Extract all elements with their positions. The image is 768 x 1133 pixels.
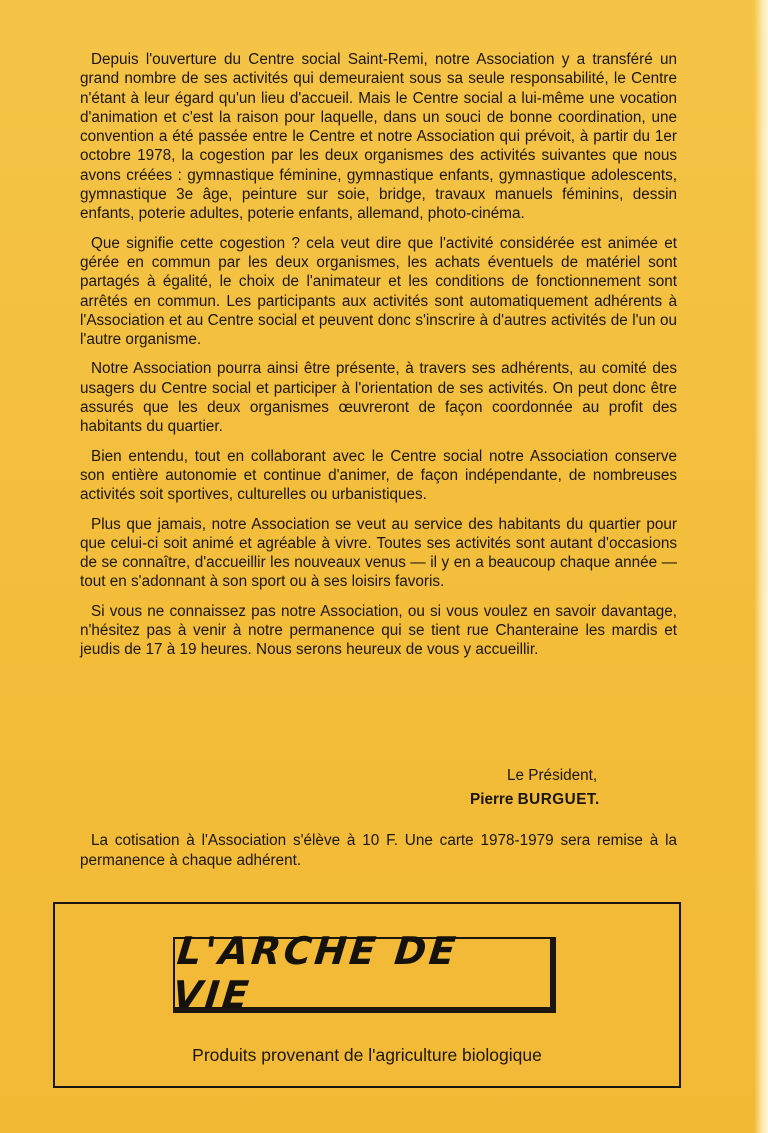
arche-de-vie-logo: L'ARCHE DE VIE <box>170 929 461 1017</box>
paper-edge <box>754 0 768 1133</box>
signature-last-name: BURGUET. <box>517 791 600 808</box>
paragraph-cogestion: Que signifie cette cogestion ? cela veut dire que l'activité considérée est animée et gérée en commun par les deux organismes, les achats éventuels de matériel sont partagés à égalité, le choix de l'animateur et les conditions de fonctionnement sont arrêtés en commun. Les participants aux activités sont automatiquement adhérents à l'Association et au Centre social et peuvent donc s'inscrire à d'autres activités de l'un ou l'autre organisme. <box>80 234 677 349</box>
paragraph-intro: Depuis l'ouverture du Centre social Saint-Remi, notre Association y a transféré un grand nombre de ses activités qui demeuraient sous sa seule responsabilité, le Centre n'étant à leur égard qu'un lieu d'accueil. Mais le Centre social a lui-même une vocation d'animation et c'est la raison pour laquelle, dans un souci de bonne coordination, une convention a été passée entre le Centre et notre Association qui prévoit, à partir du 1er octobre 1978, la cogestion par les deux organismes des activités suivantes que nous avons créées : gymnastique féminine, gymnastique enfants, gymnastique adolescents, gymnastique 3e âge, peinture sur soie, bridge, travaux manuels féminins, dessin enfants, poterie adultes, poterie enfants, allemand, photo-cinéma. <box>80 51 677 223</box>
cotisation-note: La cotisation à l'Association s'élève à 10 F. Une carte 1978-1979 sera remise à la permanence à chaque adhérent. <box>80 832 677 869</box>
signature-first-name: Pierre <box>470 791 514 808</box>
advertisement-box <box>53 902 681 1088</box>
paragraph-presence: Notre Association pourra ainsi être présente, à travers ses adhérents, au comité des usagers du Centre social et participer à l'orientation de ses activités. On peut donc être assurés que les deux organismes œuvreront de façon coordonnée au profit des habitants du quartier. <box>80 360 677 436</box>
logo-frame <box>170 929 556 1017</box>
signature-role: Le Président, <box>507 767 598 784</box>
letter-body <box>80 50 677 670</box>
signature-block <box>470 764 690 812</box>
signature-name <box>470 788 690 812</box>
paragraph-service: Plus que jamais, notre Association se veut au service des habitants du quartier pour que celui-ci soit animé et agréable à vivre. Toutes ses activités sont autant d'occasions de se connaître, d'accueillir les nouveaux venus — il y en a beaucoup chaque année — tout en s'adonnant à son sport ou à ses loisirs favoris. <box>80 515 677 591</box>
paragraph-autonomie: Bien entendu, tout en collaborant avec le Centre social notre Association conserve son entière autonomie et continue d'animer, de façon indépendante, de nombreuses activités soit sportives, culturelles ou urbanistiques. <box>80 447 677 504</box>
advertisement-tagline: Produits provenant de l'agriculture biologique <box>192 1045 542 1065</box>
paragraph-permanence: Si vous ne connaissez pas notre Association, ou si vous voulez en savoir davantage, n'hésitez pas à venir à notre permanence qui se tient rue Chanteraine les mardis et jeudis de 17 à 19 heures. Nous serons heureux de vous y accueillir. <box>80 602 677 659</box>
